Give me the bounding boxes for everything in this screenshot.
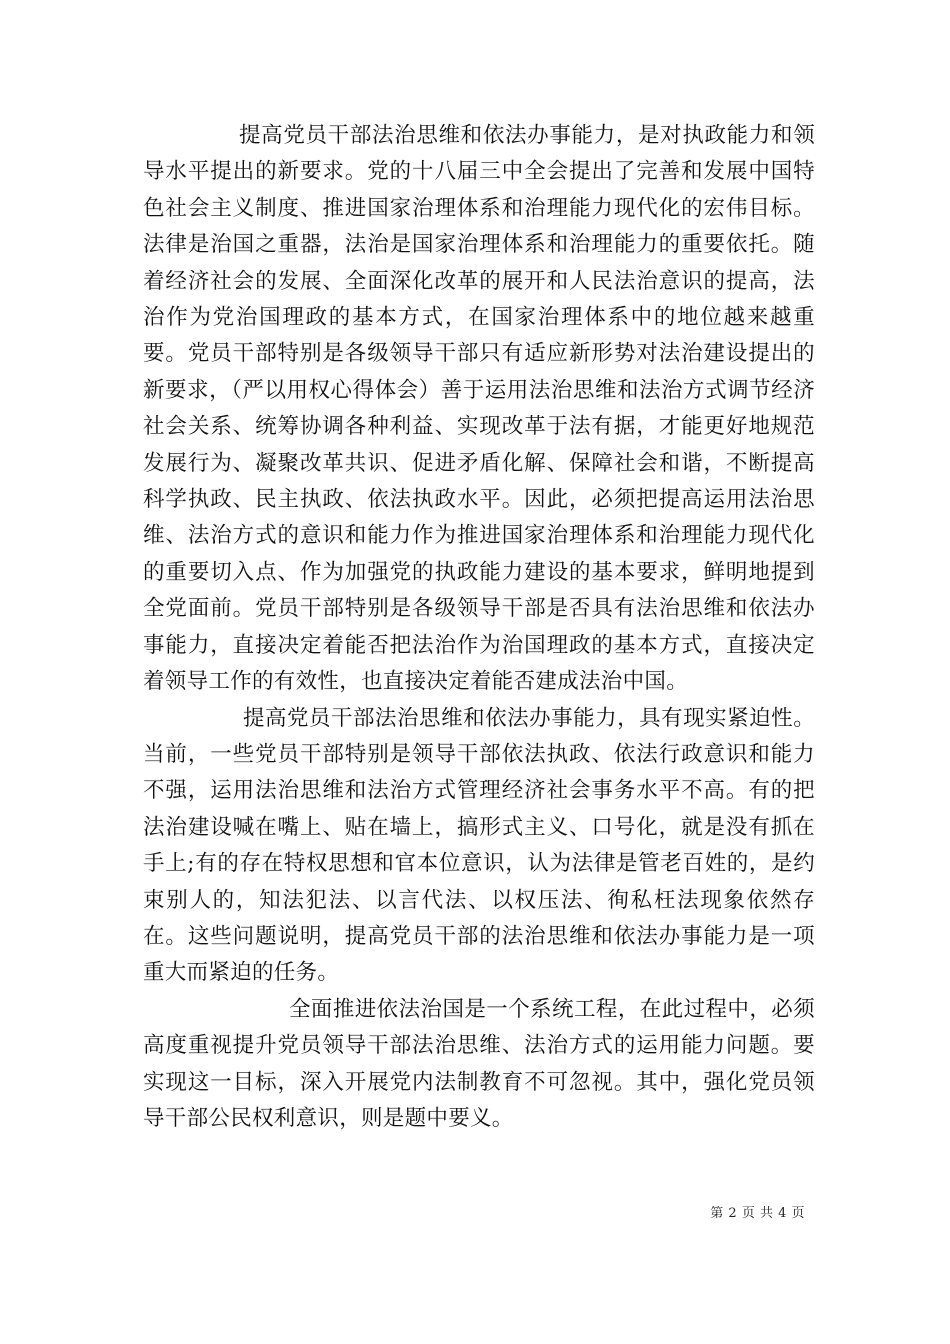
document-body [143,118,815,1137]
paragraph-1: 提高党员干部法治思维和依法办事能力，是对执政能力和领导水平提出的新要求。党的十八届三中全会提出了完善和发展中国特色社会主义制度、推进国家治理体系和治理能力现代化的宏伟目标。法律是治国之重器，法治是国家治理体系和治理能力的重要依托。随着经济社会的发展、全面深化改革的展开和人民法治意识的提高，法治作为党治国理政的基本方式，在国家治理体系中的地位越来越重要。党员干部特别是各级领导干部只有适应新形势对法治建设提出的新要求，（严以用权心得体会）善于运用法治思维和法治方式调节经济社会关系、统筹协调各种利益、实现改革于法有据，才能更好地规范发展行为、凝聚改革共识、促进矛盾化解、保障社会和谐，不断提高科学执政、民主执政、依法执政水平。因此，必须把提高运用法治思维、法治方式的意识和能力作为推进国家治理体系和治理能力现代化的重要切入点、作为加强党的执政能力建设的基本要求，鲜明地提到全党面前。党员干部特别是各级领导干部是否具有法治思维和依法办事能力，直接决定着能否把法治作为治国理政的基本方式，直接决定着领导工作的有效性，也直接决定着能否建成法治中国。 [143,123,815,695]
paragraph-3: 全面推进依法治国是一个系统工程，在此过程中，必须高度重视提升党员领导干部法治思维、法治方式的运用能力问题。要实现这一目标，深入开展党内法制教育不可忽视。其中，强化党员领导干部公民权利意识，则是题中要义。 [143,996,815,1131]
page-number-footer: 第 2 页 共 4 页 [710,1206,805,1221]
paragraph-2: 提高党员干部法治思维和依法办事能力，具有现实紧迫性。当前，一些党员干部特别是领导干部依法执政、依法行政意识和能力不强，运用法治思维和法治方式管理经济社会事务水平不高。有的把法治建设喊在嘴上、贴在墙上，搞形式主义、口号化，就是没有抓在手上;有的存在特权思想和官本位意识，认为法律是管老百姓的，是约束别人的，知法犯法、以言代法、以权压法、徇私枉法现象依然存在。这些问题说明，提高党员干部的法治思维和依法办事能力是一项重大而紧迫的任务。 [143,705,815,986]
